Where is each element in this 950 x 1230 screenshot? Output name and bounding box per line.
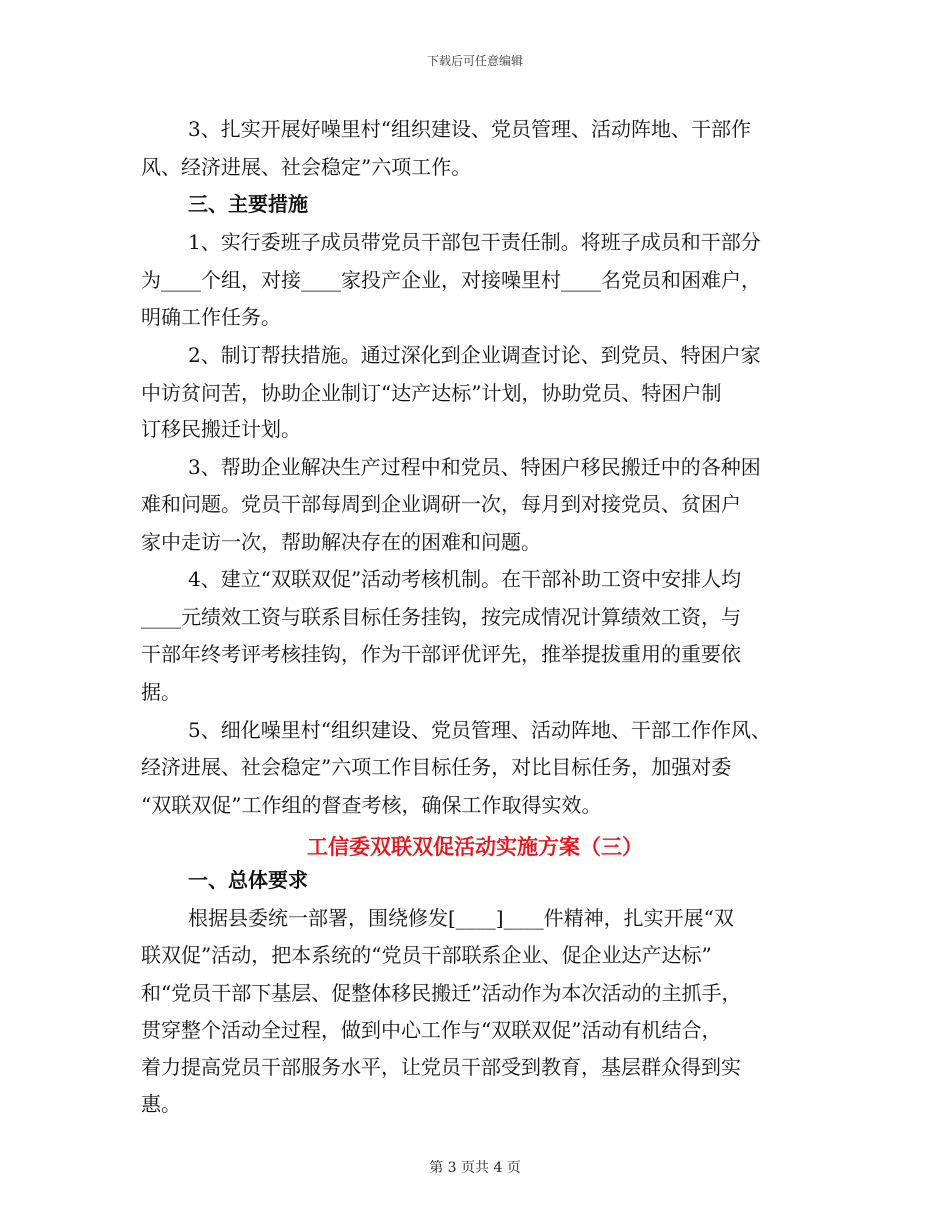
text-line: 订移民搬迁计划。 [141, 417, 301, 441]
text-line: 风、经济进展、社会稳定”六项工作。 [141, 155, 472, 179]
text-line: 据。 [141, 680, 181, 704]
text-line: 为____个组，对接____家投产企业，对接噪里村____名党员和困难户， [141, 268, 761, 292]
text-line: 中访贫问苦，协助企业制订“达产达标”计划，协助党员、特困户制 [141, 381, 722, 405]
text-line: 3、帮助企业解决生产过程中和党员、特困户移民搬迁中的各种困 [188, 455, 761, 479]
text-line: 难和问题。党员干部每周到企业调研一次，每月到对接党员、贫困户 [141, 492, 741, 516]
text-line: 2、制订帮扶措施。通过深化到企业调查讨论、到党员、特困户家 [188, 343, 761, 367]
text-line: 贯穿整个活动全过程，做到中心工作与“双联双促”活动有机结合， [141, 1018, 722, 1042]
page-header: 下载后可任意编辑 [426, 54, 523, 68]
text-line: 惠。 [141, 1092, 181, 1116]
page-footer: 第 3 页共 4 页 [429, 1160, 521, 1176]
text-line: 明确工作任务。 [141, 305, 281, 329]
text-line: 家中走访一次，帮助解决存在的困难和问题。 [141, 530, 541, 554]
text-line: ____元绩效工资与联系目标任务挂钩，按完成情况计算绩效工资，与 [141, 605, 741, 629]
text-line: 5、细化噪里村“组织建设、党员管理、活动阵地、干部工作作风、 [188, 718, 771, 742]
text-line: “双联双促”工作组的督查考核，确保工作取得实效。 [141, 793, 602, 817]
text-line: 联双促”活动，把本系统的“党员干部联系企业、促企业达产达标” [141, 943, 712, 967]
text-line: 经济进展、社会稳定”六项工作目标任务，对比目标任务，加强对委 [141, 755, 732, 779]
text-line: 3、扎实开展好噪里村“组织建设、党员管理、活动阵地、干部作 [188, 117, 751, 141]
text-line: 1、实行委班子成员带党员干部包干责任制。将班子成员和干部分 [188, 230, 761, 254]
section-heading: 一、总体要求 [188, 868, 308, 892]
section-title: 工信委双联双促活动实施方案（三） [307, 834, 643, 859]
text-line: 4、建立“双联双促”活动考核机制。在干部补助工资中安排人均 [188, 567, 742, 591]
text-line: 和“党员干部下基层、促整体移民搬迁”活动作为本次活动的主抓手， [141, 981, 742, 1005]
section-heading: 三、主要措施 [188, 192, 308, 216]
text-line: 干部年终考评考核挂钩，作为干部评优评先，推举提拔重用的重要依 [141, 642, 741, 666]
text-line: 着力提高党员干部服务水平，让党员干部受到教育，基层群众得到实 [141, 1055, 741, 1079]
text-line: 根据县委统一部署，围绕修发[____]____件精神，扎实开展“双 [188, 906, 734, 930]
